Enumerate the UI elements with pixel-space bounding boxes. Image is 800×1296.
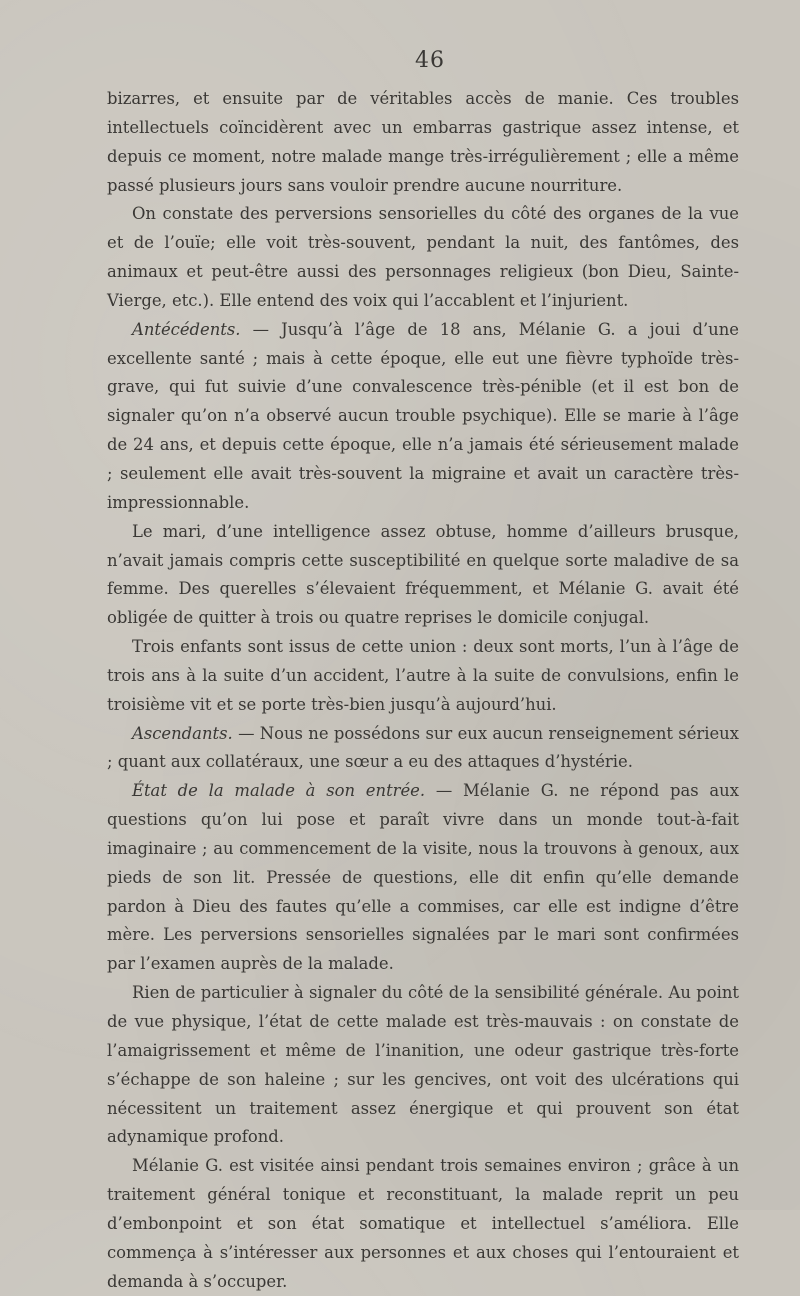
body-text [107, 85, 739, 1296]
paragraph [107, 85, 739, 200]
paragraph-text: Le mari, d’une intelligence assez obtuse, homme d’ailleurs brusque, n’avait jamais compris cette susceptibilité en quelque sorte maladive de sa femme. Des querelles s’élevaient fréquemment, et Mélanie G. avait été obligée de quitter à trois ou quatre reprises le domicile conjugal. [107, 521, 739, 628]
paragraph-text: — Jusqu’à l’âge de 18 ans, Mélanie G. a joui d’une excellente santé ; mais à cette époque, elle eut une fièvre typhoïde très-grave, qui fut suivie d’une convalescence très-pénible (et il est bon de signaler qu’on n’a observé aucun trouble psychique). Elle se marie à l’âge de 24 ans, et depuis cette époque, elle n’a jamais été sérieusement malade ; seulement elle avait très-souvent la migraine et avait un caractère très-impressionnable. [107, 319, 739, 512]
paragraph-text: Mélanie G. est visitée ainsi pendant trois semaines environ ; grâce à un traitement général tonique et reconstituant, la malade reprit un peu d’embonpoint et son état somatique et intellectuel s’améliora. Elle commença à s’intéresser aux personnes et aux choses qui l’entouraient et demanda à s’occuper. [107, 1156, 739, 1291]
section-heading: État de la malade à son entrée. [132, 781, 436, 801]
paragraph [107, 518, 739, 633]
section-heading: Ascendants. [132, 723, 239, 743]
paragraph-text: — Mélanie G. ne répond pas aux questions qu’on lui pose et paraît vivre dans un monde tout-à-fait imaginaire ; au commencement de la visite, nous la trouvons à genoux, aux pieds de son lit. Pressée de questions, elle dit enfin qu’elle demande pardon à Dieu des fautes qu’elle a commises, car elle est indigne d’être mère. Les perversions sensorielles signalées par le mari sont confirmées par l’examen auprès de la malade. [107, 781, 739, 974]
paragraph [107, 200, 739, 315]
paragraph-text: Rien de particulier à signaler du côté de la sensibilité générale. Au point de vue physique, l’état de cette malade est très-mauvais : on constate de l’amaigrissement et même de l’inanition, une odeur gastrique très-forte s’échappe de son haleine ; sur les gencives, ont voit des ulcérations qui nécessitent un traitement assez énergique et qui prouvent son état adynamique profond. [107, 983, 739, 1147]
paragraph [107, 316, 739, 518]
paragraph-text: — Nous ne possédons sur eux aucun renseignement sérieux ; quant aux collatéraux, une sœur a eu des attaques d’hystérie. [107, 723, 739, 772]
paragraph-text: On constate des perversions sensorielles du côté des organes de la vue et de l’ouïe; elle voit très-souvent, pendant la nuit, des fantômes, des animaux et peut-être aussi des personnages religieux (bon Dieu, Sainte-Vierge, etc.). Elle entend des voix qui l’accablent et l’injurient. [107, 204, 739, 310]
paragraph [107, 1152, 739, 1296]
paragraph [107, 979, 739, 1152]
paragraph [107, 633, 739, 720]
page-number: 46 [415, 48, 445, 73]
section-heading: Antécédents. [132, 319, 253, 339]
paragraph [107, 720, 739, 778]
paragraph-text: bizarres, et ensuite par de véritables accès de manie. Ces troubles intellectuels coïncidèrent avec un embarras gastrique assez intense, et depuis ce moment, notre malade mange très-irrégulièrement ; elle a même passé plusieurs jours sans vouloir prendre aucune nourriture. [107, 89, 739, 195]
paragraph-text: Trois enfants sont issus de cette union : deux sont morts, l’un à l’âge de trois ans à la suite d’un accident, l’autre à la suite de convulsions, enfin le troisième vit et se porte très-bien jusqu’à aujourd’hui. [107, 637, 739, 714]
paragraph [107, 777, 739, 979]
